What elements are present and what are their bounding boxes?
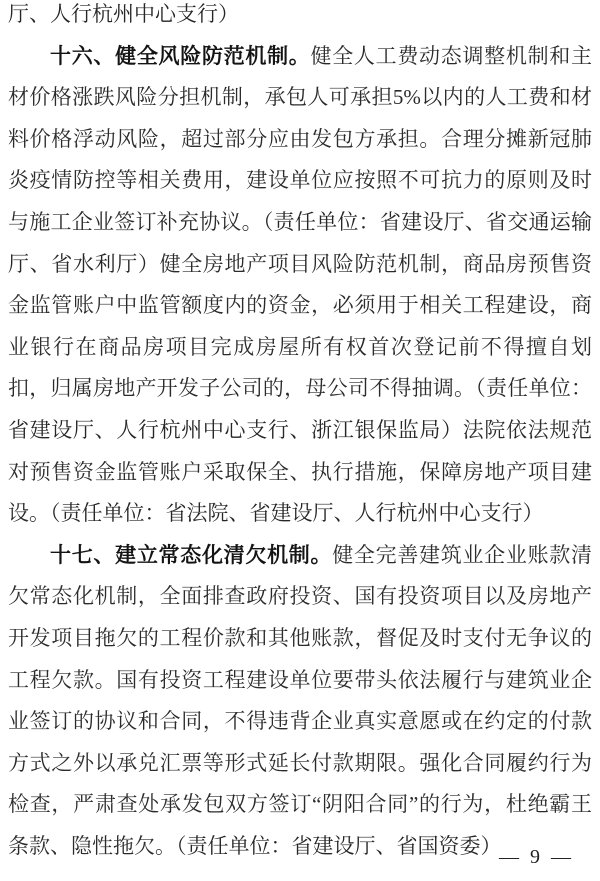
section-17-responsible-units-1: （责任单位：省建设厅、省国资委） bbox=[176, 833, 502, 858]
paragraph-section-16 bbox=[8, 36, 592, 535]
section-16-body-1: 健全人工费动态调整机制和主材价格涨跌风险分担机制，承包人可承担5%以内的人工费和材料价格浮动风险，超过部分应由发包方承担。合理分摊新冠肺炎疫情防控等相关费用，建设单位应按照不可抗力的原则及时与施工企业签订补充协议。 bbox=[8, 43, 592, 234]
section-17-heading: 十七、建立常态化清欠机制。 bbox=[50, 543, 333, 567]
paragraph-continuation bbox=[8, 0, 592, 36]
section-16-responsible-units-2: （责任单位：省建设厅、人行杭州中心支行、浙江银保监局） bbox=[8, 376, 593, 442]
section-16-body-3: 法院依法规范对预售资金监管账户采取保全、执行措施，保障房地产项目建设。 bbox=[8, 417, 593, 526]
section-16-responsible-units-1: （责任单位：省建设厅、省交通运输厅、省水利厅） bbox=[8, 209, 593, 276]
page-number: — 9 — bbox=[499, 846, 574, 868]
section-16-responsible-units-3: （责任单位：省法院、省建设厅、人行杭州中心支行） bbox=[50, 501, 544, 526]
paragraph-section-17 bbox=[8, 535, 592, 868]
section-16-heading: 十六、健全风险防范机制。 bbox=[50, 44, 311, 68]
section-17-body-1: 健全完善建筑业企业账款清欠常态化机制，全面排查政府投资、国有投资项目以及房地产开发项目拖欠的工程价款和其他账款，督促及时支付无争议的工程欠款。国有投资工程建设单位要带头依法履行与建筑业企业签订的协议和合同，不得违背企业真实意愿或在约定的付款方式之外以承兑汇票等形式延长付款期限。强化合同履约行为检查，严肃查处承发包双方签订“阴阳合同”的行为，杜绝霸王条款、隐性拖欠。 bbox=[8, 542, 593, 858]
section-16-body-2: 健全房地产项目风险防范机制，商品房预售资金监管账户中监管额度内的资金，必须用于相关工程建设，商业银行在商品房项目完成房屋所有权首次登记前不得擅自划扣，归属房地产开发子公司的，母公司不得抽调。 bbox=[8, 251, 592, 401]
continuation-text: 厅、人行杭州中心支行） bbox=[8, 2, 239, 26]
